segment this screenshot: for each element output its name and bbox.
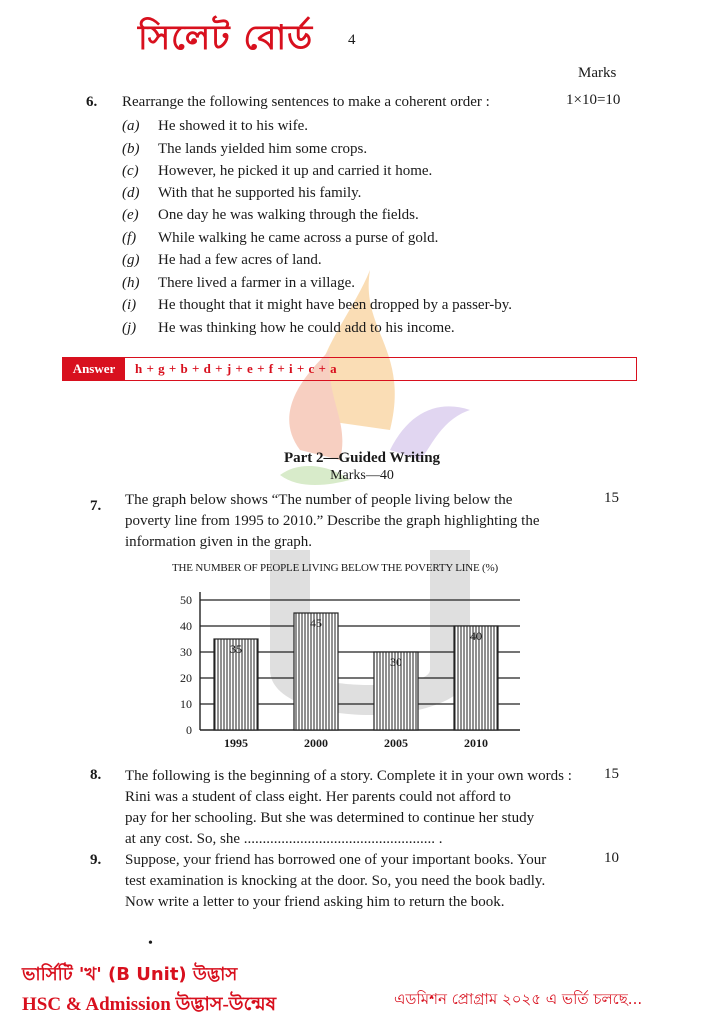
chart-y-tick-label: 0: [186, 723, 192, 737]
answer-label: Answer: [63, 358, 125, 380]
sentence-text: However, he picked it up and carried it home.: [158, 163, 433, 179]
chart-y-tick-label: 30: [180, 645, 192, 659]
page-number: 4: [348, 32, 356, 48]
sentence-label: (i): [122, 297, 137, 313]
footer-brand-line-2: HSC & Admission উদ্ভাস-উন্মেষ: [22, 994, 277, 1015]
question-8-line: Rini was a student of class eight. Her parents could not afford to: [125, 789, 511, 805]
question-8-number: 8.: [90, 767, 102, 783]
question-8-marks: 15: [604, 766, 619, 782]
question-6-marks: 1×10=10: [566, 92, 621, 108]
chart-y-tick-label: 10: [180, 697, 192, 711]
chart-value-label: 30: [390, 655, 402, 669]
sentence-item: [122, 320, 455, 342]
sentence-text: While walking he came across a purse of gold.: [158, 230, 439, 246]
sentence-label: (b): [122, 141, 140, 157]
chart-y-tick-label: 20: [180, 671, 192, 685]
chart-category-label: 2005: [384, 736, 408, 750]
question-8-line: pay for her schooling. But she was determined to continue her study: [125, 810, 535, 826]
question-7-line: poverty line from 1995 to 2010.” Describe the graph highlighting the: [125, 513, 540, 529]
sentence-item: [122, 230, 438, 252]
question-8-line: at any cost. So, she ................................................... .: [125, 831, 443, 847]
sentence-label: (g): [122, 252, 140, 268]
sentence-text: He was thinking how he could add to his income.: [158, 320, 455, 336]
sentence-label: (j): [122, 320, 137, 336]
answer-box: [62, 357, 637, 381]
chart-category-label: 2010: [464, 736, 488, 750]
footer-dot: •: [148, 936, 153, 951]
sentence-text: With that he supported his family.: [158, 185, 362, 201]
sentence-text: He thought that it might have been dropped by a passer-by.: [158, 297, 513, 313]
sentence-text: He had a few acres of land.: [158, 252, 322, 268]
sentence-item: [122, 275, 355, 297]
sentence-item: [122, 185, 361, 207]
chart-title: THE NUMBER OF PEOPLE LIVING BELOW THE POVERTY LINE (%): [172, 562, 498, 574]
part-2-title: Part 2—Guided Writing: [283, 450, 441, 466]
sentence-label: (e): [122, 207, 139, 223]
question-9-marks: 10: [604, 850, 619, 866]
chart-category-label: 2000: [304, 736, 328, 750]
part-2-marks: Marks—40: [330, 468, 394, 483]
sentence-label: (h): [122, 275, 140, 291]
sentence-text: There lived a farmer in a village.: [158, 275, 355, 291]
question-9-number: 9.: [90, 852, 102, 868]
sentence-label: (f): [122, 230, 137, 246]
marks-column-header: Marks: [578, 65, 617, 81]
sentence-item: [122, 252, 322, 274]
question-9-line: Suppose, your friend has borrowed one of your important books. Your: [125, 852, 547, 868]
question-7-marks: 15: [604, 490, 619, 506]
chart-category-label: 1995: [224, 736, 248, 750]
chart-value-label: 35: [230, 642, 242, 656]
question-9-line: Now write a letter to your friend asking him to return the book.: [125, 894, 505, 910]
chart-value-label: 45: [310, 616, 322, 630]
question-6-number: 6.: [86, 94, 98, 110]
chart-bar: [294, 613, 338, 730]
sentence-item: [122, 141, 367, 163]
question-7-text: [125, 490, 575, 553]
sentence-label: (d): [122, 185, 140, 201]
question-9-line: test examination is knocking at the door. So, you need the book badly.: [125, 873, 546, 889]
footer-admission-notice: এডমিশন প্রোগ্রাম ২০২৫ এ ভর্তি চলছে...: [394, 990, 643, 1008]
sentence-label: (c): [122, 163, 139, 179]
sentence-text: He showed it to his wife.: [158, 118, 308, 134]
answer-value: h + g + b + d + j + e + f + i + c + a: [135, 361, 338, 376]
chart-y-tick-label: 40: [180, 619, 192, 633]
board-title: সিলেট বোর্ড: [138, 18, 314, 58]
question-7-number: 7.: [90, 498, 102, 514]
question-8-text: [125, 766, 595, 850]
question-9-text: [125, 850, 595, 913]
sentence-item: [122, 163, 432, 185]
question-7-line: The graph below shows “The number of people living below the: [125, 492, 513, 508]
poverty-bar-chart: [160, 585, 540, 760]
sentence-label: (a): [122, 118, 140, 134]
question-7-line: information given in the graph.: [125, 534, 313, 550]
footer-brand-line-1: ভার্সিটি 'খ' (B Unit) উদ্ভাস: [22, 964, 238, 985]
sentence-item: [122, 207, 419, 229]
sentence-text: The lands yielded him some crops.: [158, 141, 368, 157]
sentence-item: [122, 118, 308, 140]
sentence-text: One day he was walking through the fields.: [158, 207, 419, 223]
question-6-prompt: Rearrange the following sentences to make a coherent order :: [122, 94, 490, 110]
sentence-item: [122, 297, 512, 319]
chart-value-label: 40: [470, 629, 482, 643]
chart-y-tick-label: 50: [180, 593, 192, 607]
question-8-line: The following is the beginning of a story. Complete it in your own words :: [125, 768, 572, 784]
